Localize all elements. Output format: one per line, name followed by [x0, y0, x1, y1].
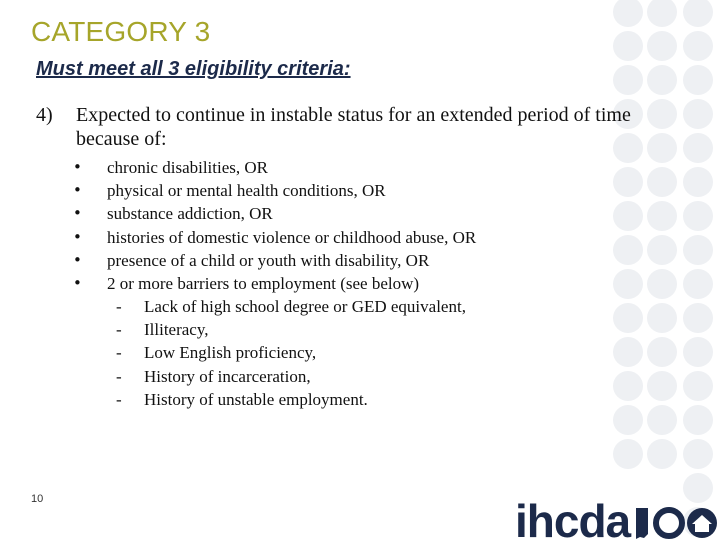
pattern-circle [683, 235, 713, 265]
pattern-circle [683, 439, 713, 469]
logo-icons [634, 504, 718, 542]
pattern-circle [683, 99, 713, 129]
criteria-item-text: Expected to continue in instable status for an extended period of time because of: [76, 104, 631, 150]
pattern-circle [647, 31, 677, 61]
dash-icon: - [116, 320, 122, 340]
bullet-dot-icon: • [73, 274, 82, 293]
bullet-dot-icon: • [73, 181, 82, 200]
pattern-circle [647, 269, 677, 299]
bullet-dot-icon: • [73, 158, 82, 176]
bullet-dot-icon: • [73, 227, 82, 246]
pattern-circle [647, 405, 677, 435]
list-item: • 2 or more barriers to employment (see below) [72, 272, 476, 295]
pattern-circle [613, 439, 643, 469]
list-item: • substance addiction, OR [72, 202, 476, 225]
pattern-circle [647, 439, 677, 469]
pattern-circle [647, 303, 677, 333]
pattern-circle [613, 201, 643, 231]
list-item: • chronic disabilities, OR [72, 156, 476, 179]
list-item: • physical or mental health conditions, OR [72, 179, 476, 202]
bullet-dot-icon: • [73, 250, 82, 269]
pattern-circle [647, 201, 677, 231]
pattern-circle [613, 303, 643, 333]
slide-title: CATEGORY 3 [31, 16, 211, 47]
pattern-circle [613, 405, 643, 435]
pattern-circle [683, 0, 713, 27]
pattern-circle [683, 65, 713, 95]
page-number: 10 [31, 493, 44, 505]
pattern-circle [683, 405, 713, 435]
ihcda-logo [515, 494, 718, 547]
dash-icon: - [116, 297, 122, 316]
decorative-circle-pattern [610, 0, 720, 540]
barrier-sub-list [116, 295, 466, 411]
pattern-circle [613, 0, 643, 27]
circle-icon [656, 510, 682, 536]
pattern-circle [647, 0, 677, 27]
pattern-circle [613, 337, 643, 367]
pattern-circle [613, 31, 643, 61]
pattern-circle [647, 371, 677, 401]
pattern-circle [683, 303, 713, 333]
list-item: • presence of a child or youth with disability, OR [72, 249, 476, 272]
sub-list-item: - Illiteracy, [116, 318, 466, 341]
sub-list-item: - History of unstable employment. [116, 388, 466, 411]
indiana-state-icon [636, 508, 648, 539]
dash-icon: - [116, 343, 122, 363]
pattern-circle [647, 337, 677, 367]
pattern-circles [613, 0, 713, 540]
pattern-circle [613, 167, 643, 197]
criteria-item-number: 4) [36, 104, 53, 126]
pattern-circle [683, 167, 713, 197]
pattern-circle [683, 371, 713, 401]
pattern-circle [613, 269, 643, 299]
pattern-circle [647, 167, 677, 197]
pattern-circle [613, 371, 643, 401]
pattern-circle [683, 337, 713, 367]
pattern-circle [647, 65, 677, 95]
sub-list-item: - Low English proficiency, [116, 341, 466, 364]
dash-icon: - [116, 389, 122, 409]
pattern-circle [683, 31, 713, 61]
pattern-circle [613, 235, 643, 265]
list-item: • histories of domestic violence or childhood abuse, OR [72, 226, 476, 249]
condition-list [72, 156, 476, 295]
sub-list-item: - History of incarceration, [116, 365, 466, 388]
pattern-circle [683, 133, 713, 163]
pattern-circle [647, 235, 677, 265]
bullet-dot-icon: • [73, 204, 82, 223]
pattern-circle [683, 269, 713, 299]
pattern-circle [613, 65, 643, 95]
slide-subtitle: Must meet all 3 eligibility criteria: [36, 58, 351, 80]
pattern-circle [683, 201, 713, 231]
dash-icon: - [116, 366, 122, 386]
logo-text: ihcda [515, 495, 631, 547]
sub-list-item: - Lack of high school degree or GED equivalent, [116, 295, 466, 318]
